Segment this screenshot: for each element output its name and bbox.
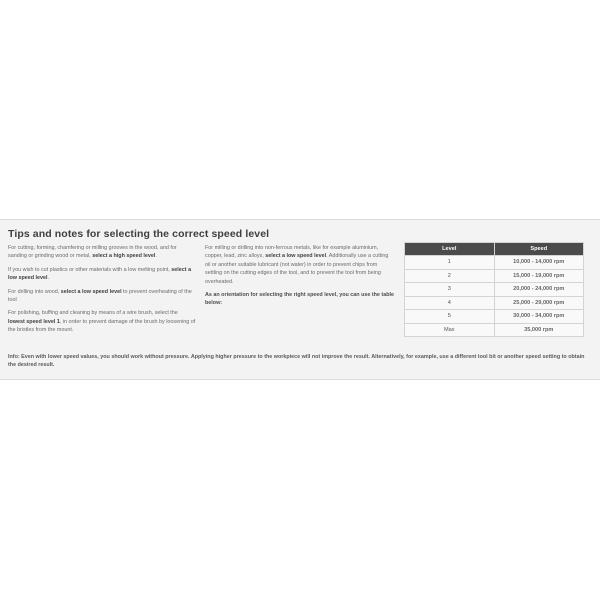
table-intro: As an orientation for selecting the right speed level, you can use the table below:: [205, 292, 395, 307]
level-cell: 5: [405, 310, 495, 324]
info-note: Info: Even with lower speed values, you should work without pressure. Applying higher pressure to the workpiece will not improve the result. Alternatively, for example, use a different tool bit or another speed setting to obtain the desired result.: [8, 354, 585, 369]
header-speed: Speed: [494, 243, 584, 256]
tip-polishing: For polishing, buffing and cleaning by means of a wire brush, select the lowest speed level 1, in order to prevent damage of the brush by loosening of the bristles from the mount.: [8, 310, 196, 334]
speed-cell: 15,000 - 19,000 rpm: [494, 269, 584, 283]
level-cell: 4: [405, 296, 495, 310]
table-row: [405, 269, 584, 283]
tip-high-speed: For cutting, forming, chamfering or milling grooves in the wood, and for sanding or grinding wood or metal, select a high speed level.: [8, 245, 177, 260]
table-row: [405, 283, 584, 297]
table-row: [405, 296, 584, 310]
tips-column-middle: [205, 244, 395, 313]
tip-drilling-wood: For drilling into wood, select a low speed level to prevent overheating of the tool: [8, 288, 192, 304]
table-header-row: [405, 243, 584, 256]
speed-cell: 10,000 - 14,000 rpm: [494, 256, 584, 270]
tip-emphasis: select a high speed level: [92, 253, 156, 260]
speed-cell: 30,000 - 34,000 rpm: [494, 310, 584, 324]
level-cell: Max: [405, 323, 495, 337]
speed-cell: 35,000 rpm: [494, 323, 584, 337]
speed-cell: 20,000 - 24,000 rpm: [494, 283, 584, 297]
level-cell: 1: [405, 256, 495, 270]
tip-emphasis: lowest speed level 1: [8, 318, 60, 325]
speed-cell: 25,000 - 29,000 rpm: [494, 296, 584, 310]
level-cell: 2: [405, 269, 495, 283]
header-level: Level: [405, 243, 495, 256]
tip-plastics: If you wish to cut plastics or other materials with a low melting point, select a low speed level.: [8, 266, 192, 282]
level-cell: 3: [405, 283, 495, 297]
tip-emphasis: select a low speed level: [265, 253, 327, 260]
tips-panel: [0, 219, 600, 380]
table-row: [405, 256, 584, 270]
speed-level-table: [404, 242, 584, 337]
tip-non-ferrous: For milling or drilling into non-ferrous metals, like for example aluminium, copper, lead, zinc alloys, select a low speed level. Additionally use a cutting oil or another suitable lubricant (not water) in order to prevent chips from settling on the cutting edges of the tool, and to prevent the tool from being overheated.: [205, 245, 389, 285]
table-row: [405, 310, 584, 324]
tip-emphasis: select a low speed level: [8, 266, 192, 282]
table-row: [405, 323, 584, 337]
tip-emphasis: select a low speed level: [60, 288, 122, 295]
section-title: Tips and notes for selecting the correct speed level: [8, 228, 270, 240]
tips-column-left: [8, 244, 196, 340]
